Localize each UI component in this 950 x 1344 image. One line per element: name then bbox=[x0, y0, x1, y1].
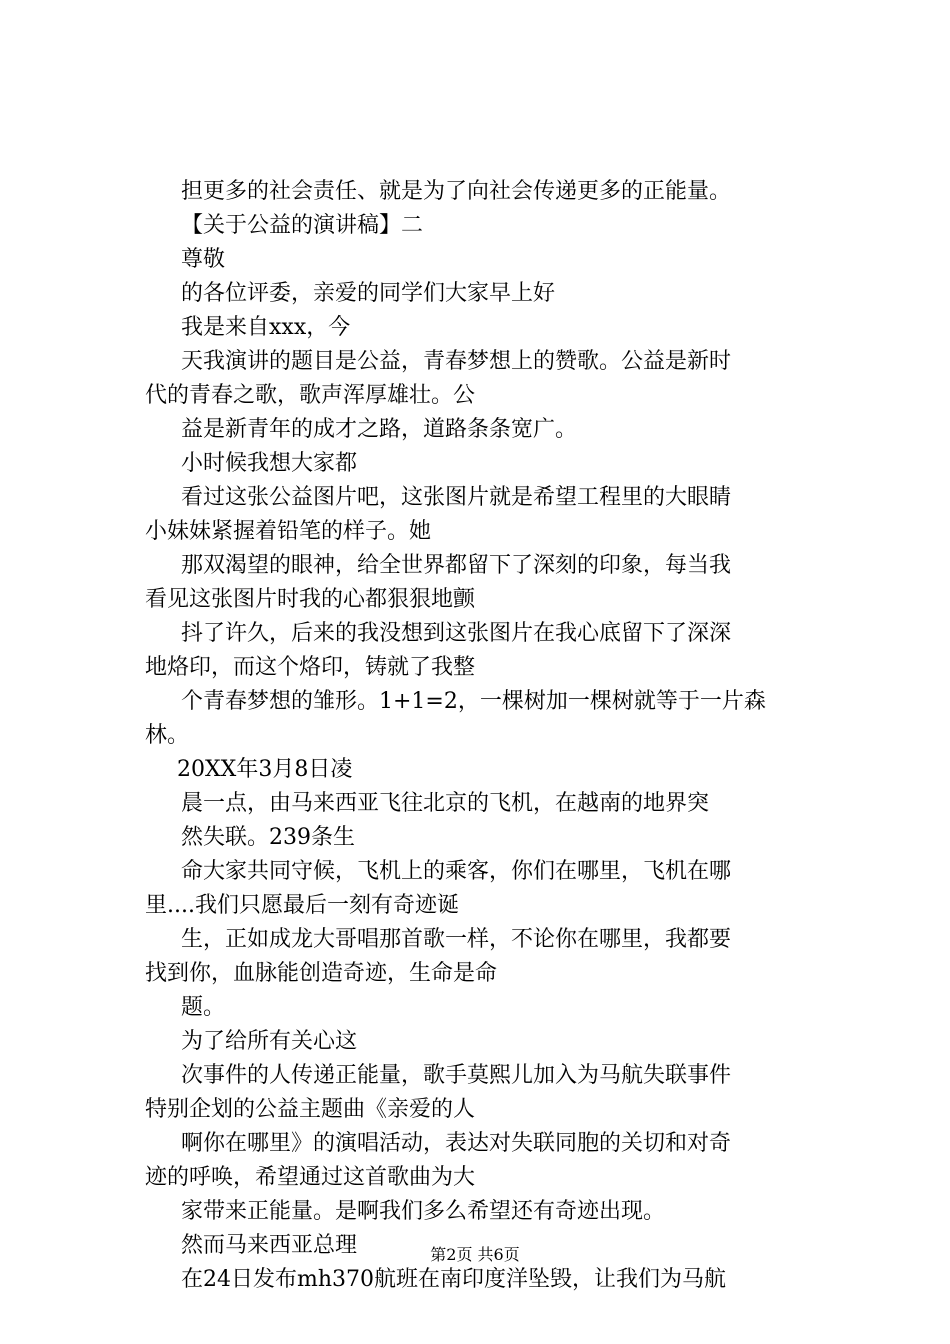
page-footer: 第2页 共6页 bbox=[430, 1245, 520, 1264]
text-line: 个青春梦想的雏形。1+1=2，一棵树加一棵树就等于一片森 bbox=[181, 689, 766, 714]
text-line: 里....我们只愿最后一刻有奇迹诞 bbox=[145, 893, 459, 918]
text-line: 家带来正能量。是啊我们多么希望还有奇迹出现。 bbox=[181, 1199, 666, 1224]
text-line: 的各位评委，亲爱的同学们大家早上好 bbox=[181, 281, 556, 306]
text-line: 然失联。239条生 bbox=[181, 825, 355, 850]
text-line: 抖了许久，后来的我没想到这张图片在我心底留下了深深 bbox=[181, 621, 732, 646]
text-line: 题。 bbox=[181, 995, 226, 1020]
text-line: 尊敬 bbox=[181, 247, 226, 272]
text-line: 啊你在哪里》的演唱活动，表达对失联同胞的关切和对奇 bbox=[181, 1131, 732, 1156]
text-line: 【关于公益的演讲稿】二 bbox=[181, 213, 424, 238]
text-line: 特别企划的公益主题曲《亲爱的人 bbox=[145, 1097, 476, 1122]
text-line: 我是来自xxx，今 bbox=[181, 315, 351, 340]
text-line: 地烙印，而这个烙印，铸就了我整 bbox=[145, 655, 476, 680]
document-body bbox=[145, 175, 835, 1297]
text-line: 为了给所有关心这 bbox=[181, 1029, 358, 1054]
text-line: 天我演讲的题目是公益，青春梦想上的赞歌。公益是新时 bbox=[181, 349, 732, 374]
text-line: 林。 bbox=[145, 723, 190, 748]
text-line: 那双渴望的眼神，给全世界都留下了深刻的印象，每当我 bbox=[181, 553, 732, 578]
text-line: 小时候我想大家都 bbox=[181, 451, 358, 476]
text-line: 小妹妹紧握着铅笔的样子。她 bbox=[145, 519, 432, 544]
text-line: 代的青春之歌，歌声浑厚雄壮。公 bbox=[145, 383, 476, 408]
text-line: 20XX年3月8日凌 bbox=[177, 757, 353, 782]
text-line: 看过这张公益图片吧，这张图片就是希望工程里的大眼睛 bbox=[181, 485, 732, 510]
text-line: 命大家共同守候，飞机上的乘客，你们在哪里，飞机在哪 bbox=[181, 859, 732, 884]
text-line: 然而马来西亚总理 bbox=[181, 1233, 358, 1258]
text-line: 益是新青年的成才之路，道路条条宽广。 bbox=[181, 417, 578, 442]
text-line: 晨一点，由马来西亚飞往北京的飞机，在越南的地界突 bbox=[181, 791, 710, 816]
text-line: 看见这张图片时我的心都狠狠地颤 bbox=[145, 587, 476, 612]
text-line: 找到你，血脉能创造奇迹，生命是命 bbox=[145, 961, 498, 986]
text-line: 生，正如成龙大哥唱那首歌一样，不论你在哪里，我都要 bbox=[181, 927, 732, 952]
text-line: 在24日发布mh370航班在南印度洋坠毁，让我们为马航 bbox=[181, 1267, 727, 1292]
text-line: 担更多的社会责任、就是为了向社会传递更多的正能量。 bbox=[181, 179, 732, 204]
text-line: 迹的呼唤，希望通过这首歌曲为大 bbox=[145, 1165, 476, 1190]
text-line: 次事件的人传递正能量，歌手莫熙儿加入为马航失联事件 bbox=[181, 1063, 732, 1088]
